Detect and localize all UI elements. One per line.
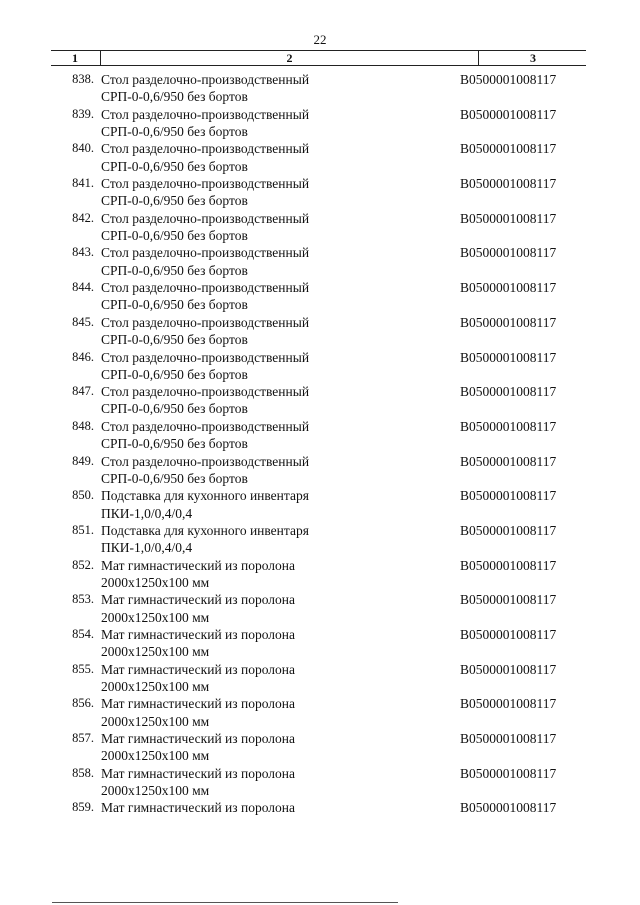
- item-model-line: 2000x1250x100 мм: [101, 783, 210, 799]
- row-number: 855.: [72, 661, 94, 676]
- item-code: B0500001008117: [460, 627, 557, 642]
- item-name-line: Стол разделочно-производственный: [101, 210, 310, 226]
- table-row: [0, 486, 640, 521]
- row-number: 849.: [72, 453, 94, 468]
- row-number: 852.: [72, 557, 94, 572]
- item-name-line: Подставка для кухонного инвентаря: [101, 488, 309, 504]
- item-model-line: ПКИ-1,0/0,4/0,4: [101, 505, 193, 521]
- table-row: [0, 313, 640, 348]
- item-code: B0500001008117: [460, 210, 557, 226]
- item-name-line: Стол разделочно-производственный: [101, 106, 310, 122]
- item-model-line: СРП-0-0,6/950 без бортов: [101, 436, 248, 452]
- item-code: B0500001008117: [460, 106, 557, 122]
- item-name: [101, 730, 441, 765]
- item-name-line: Стол разделочно-производственный: [101, 245, 310, 261]
- table-row: [0, 139, 640, 174]
- item-model-line: СРП-0-0,6/950 без бортов: [101, 366, 248, 382]
- header-column-2: 2: [100, 51, 478, 65]
- item-model-line: 2000x1250x100 мм: [101, 713, 210, 729]
- item-name: [101, 453, 441, 488]
- item-name-line: Стол разделочно-производственный: [101, 314, 310, 330]
- item-name: [101, 765, 441, 800]
- item-name: [101, 210, 441, 245]
- row-number: 856.: [72, 696, 94, 711]
- item-name: [101, 522, 441, 557]
- table-row: [0, 243, 640, 278]
- item-code: B0500001008117: [460, 731, 557, 747]
- item-name: [101, 418, 441, 453]
- item-model-line: СРП-0-0,6/950 без бортов: [101, 123, 248, 139]
- row-number: 846.: [72, 349, 94, 364]
- item-name-line: Мат гимнастический из поролона: [101, 731, 295, 747]
- item-model-line: СРП-0-0,6/950 без бортов: [101, 332, 248, 348]
- item-name: [101, 626, 441, 661]
- item-code: B0500001008117: [460, 592, 557, 608]
- item-model-line: 2000x1250x100 мм: [101, 748, 210, 764]
- item-model-line: СРП-0-0,6/950 без бортов: [101, 470, 248, 486]
- table-row: [0, 729, 640, 764]
- item-code: B0500001008117: [460, 453, 557, 469]
- item-name-line: Подставка для кухонного инвентаря: [101, 522, 309, 538]
- item-name: [101, 591, 441, 626]
- item-name-line: Мат гимнастический из поролона: [101, 765, 295, 781]
- table-row: [0, 105, 640, 140]
- table-row: [0, 798, 640, 833]
- item-name: [101, 106, 441, 141]
- row-number: 843.: [72, 245, 94, 260]
- item-name: [101, 140, 441, 175]
- table-row: [0, 694, 640, 729]
- header-column-1: 1: [72, 51, 78, 65]
- item-code: B0500001008117: [460, 245, 557, 261]
- table-row: [0, 382, 640, 417]
- item-code: B0500001008117: [460, 765, 557, 781]
- table-row: [0, 764, 640, 799]
- row-number: 857.: [72, 731, 94, 746]
- row-number: 859.: [72, 800, 94, 815]
- table-body: [0, 70, 640, 833]
- table-row: [0, 348, 640, 383]
- item-model-line: 2000x1250x100 мм: [101, 574, 210, 590]
- header-column-3: 3: [478, 51, 587, 65]
- row-number: 842.: [72, 210, 94, 225]
- row-number: 854.: [72, 627, 94, 641]
- item-code: B0500001008117: [460, 176, 557, 192]
- item-code: B0500001008117: [460, 800, 557, 816]
- item-model-line: 2000x1250x100 мм: [101, 678, 210, 694]
- row-number: 850.: [72, 488, 94, 503]
- table-row: [0, 452, 640, 487]
- item-name-line: Стол разделочно-производственный: [101, 280, 310, 296]
- item-code: B0500001008117: [460, 522, 557, 538]
- item-code: B0500001008117: [460, 314, 557, 330]
- item-model-line: СРП-0-0,6/950 без бортов: [101, 89, 248, 105]
- item-name: [101, 349, 441, 384]
- item-model-line: СРП-0-0,6/950 без бортов: [101, 193, 248, 209]
- item-name-line: Стол разделочно-производственный: [101, 384, 310, 400]
- item-code: B0500001008117: [460, 141, 557, 157]
- table-header: [51, 50, 586, 66]
- item-name-line: Мат гимнастический из поролона: [101, 696, 295, 712]
- item-name: [101, 71, 441, 106]
- table-row: [0, 556, 640, 591]
- table-row: [0, 70, 640, 105]
- item-model-line: 2000x1250x100 мм: [101, 609, 210, 625]
- item-name-line: Мат гимнастический из поролона: [101, 557, 295, 573]
- item-name: [101, 661, 441, 696]
- item-model-line: ПКИ-1,0/0,4/0,4: [101, 540, 193, 556]
- item-name-line: Мат гимнастический из поролона: [101, 661, 295, 677]
- row-number: 847.: [72, 384, 94, 399]
- row-number: 841.: [72, 176, 94, 191]
- item-code: B0500001008117: [460, 488, 557, 504]
- table-row: [0, 660, 640, 695]
- table-row: [0, 174, 640, 209]
- item-name-line: Стол разделочно-производственный: [101, 349, 310, 365]
- item-model-line: СРП-0-0,6/950 без бортов: [101, 228, 248, 244]
- item-name: [101, 695, 441, 730]
- page-number: 22: [313, 32, 327, 47]
- item-name-line: Мат гимнастический из поролона: [101, 627, 295, 642]
- item-code: B0500001008117: [460, 349, 557, 365]
- table-row: [0, 625, 640, 660]
- item-model-line: 2000x1250x100 мм: [101, 644, 210, 660]
- item-code: B0500001008117: [460, 72, 557, 87]
- item-model-line: СРП-0-0,6/950 без бортов: [101, 297, 248, 313]
- item-name-line: Стол разделочно-производственный: [101, 176, 310, 192]
- footer-divider: [52, 902, 398, 903]
- item-name: [101, 383, 441, 418]
- item-name: [101, 557, 441, 592]
- row-number: 858.: [72, 765, 94, 780]
- item-code: B0500001008117: [460, 557, 557, 573]
- item-name-line: Стол разделочно-производственный: [101, 141, 310, 157]
- item-name-line: Мат гимнастический из поролона: [101, 800, 295, 816]
- item-name-line: Мат гимнастический из поролона: [101, 592, 295, 608]
- row-number: 845.: [72, 314, 94, 329]
- item-code: B0500001008117: [460, 696, 557, 712]
- item-name: [101, 799, 441, 816]
- row-number: 848.: [72, 418, 94, 433]
- item-code: B0500001008117: [460, 661, 557, 677]
- item-model-line: СРП-0-0,6/950 без бортов: [101, 401, 248, 417]
- table-row: [0, 417, 640, 452]
- table-row: [0, 590, 640, 625]
- item-code: B0500001008117: [460, 280, 557, 296]
- item-code: B0500001008117: [460, 418, 557, 434]
- row-number: 839.: [72, 106, 94, 121]
- table-row: [0, 278, 640, 313]
- row-number: 844.: [72, 280, 94, 295]
- item-name-line: Стол разделочно-производственный: [101, 72, 310, 87]
- row-number: 851.: [72, 522, 94, 537]
- item-name: [101, 279, 441, 314]
- item-code: B0500001008117: [460, 384, 557, 400]
- row-number: 840.: [72, 141, 94, 156]
- row-number: 838.: [72, 72, 94, 86]
- table-row: [0, 209, 640, 244]
- item-name: [101, 175, 441, 210]
- item-model-line: СРП-0-0,6/950 без бортов: [101, 158, 248, 174]
- table-row: [0, 521, 640, 556]
- item-name-line: Стол разделочно-производственный: [101, 453, 310, 469]
- row-number: 853.: [72, 592, 94, 607]
- item-name: [101, 314, 441, 349]
- item-name: [101, 487, 441, 522]
- item-model-line: СРП-0-0,6/950 без бортов: [101, 262, 248, 278]
- item-name: [101, 244, 441, 279]
- item-name-line: Стол разделочно-производственный: [101, 418, 310, 434]
